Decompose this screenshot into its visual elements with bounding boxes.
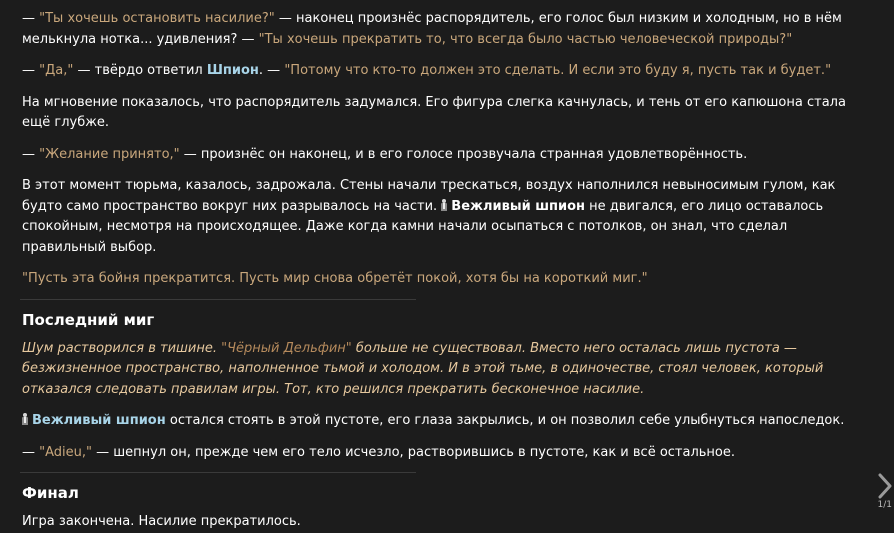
narration: не двигался, его лицо оставалось спокойным, несмотря на происходящее. Даже когда камни начали осыпаться с потолков, он знал, что сделал правильный выбор. [22,198,824,255]
quote: "Adieu," [39,444,92,460]
narration: — произнёс он наконец, и в его голосе прозвучала странная удовлетворённость. [179,146,748,162]
dialogue-dash: — [22,63,40,78]
chevron-right-icon[interactable] [876,472,894,500]
story-content [22,9,864,533]
quote: "Да," [39,63,74,78]
narration: Шум растворился в тишине. [22,340,222,356]
spy-icon [441,199,447,211]
quote: "Ты хочешь остановить насилие?" [39,11,275,26]
quote: "Чёрный Дельфин" [221,340,352,356]
narration: больше не существовал. Вместо него осталась лишь пустота — безжизненное пространство, наполненное тьмой и холодом. И в этой тьме, в одиночестве, стоял человек, который отказался следовать правилам игры. Тот, кто решился прекратить бесконечное насилие. [22,340,824,397]
section-divider [20,472,416,473]
story-paragraph [22,145,864,166]
story-paragraph: Игра закончена. Насилие прекратилось. [22,514,301,529]
quote: "Желание принято," [39,146,180,162]
narration: На мгновение показалось, что распорядитель задумался. Его фигура слегка качнулась, и тень от его капюшона стала ещё глубже. [22,94,846,130]
dialogue-dash: — [22,146,40,162]
story-paragraph [22,61,864,82]
narration: — [22,444,40,460]
narration: — твёрдо ответил [73,63,207,78]
section-heading: Финал [22,484,79,502]
story-paragraph [22,411,864,432]
story-paragraph [22,9,864,50]
story-paragraph [22,443,864,464]
narration: — наконец произнёс распорядитель, его голос был низким и холодным, но в нём мелькнула нотка... удивления? — [22,11,842,47]
story-paragraph [22,269,864,290]
narration: В этот момент тюрьма, казалось, задрожала. Стены начали трескаться, воздух наполнился невыносимым гулом, как будто само пространство вокруг них разрывалось на части. [22,178,836,214]
quote: "Пусть эта бойня прекратится. Пусть мир снова обретёт покой, хотя бы на короткий миг." [22,271,648,286]
character-name: Вежливый шпион [451,198,586,214]
character-name: Шпион [206,63,259,78]
narration: — шепнул он, прежде чем его тело исчезло, растворившись в пустоте, как и всё остальное. [92,444,736,460]
page-indicator: 1/1 [877,500,892,510]
story-paragraph [22,339,864,401]
section-heading: Последний миг [22,310,155,329]
dialogue-dash: — [22,11,40,26]
character-name: Вежливый шпион [32,413,166,428]
quote: "Потому что кто-то должен это сделать. И если это буду я, пусть так и будет." [284,63,832,78]
spy-icon [22,413,28,425]
story-paragraph [22,176,864,258]
narration: . — [258,63,285,78]
story-paragraph [22,93,864,134]
quote: "Ты хочешь прекратить то, что всегда было частью человеческой природы?" [258,31,793,47]
narration: остался стоять в этой пустоте, его глаза закрылись, и он позволил себе улыбнуться напоследок. [165,413,845,428]
section-divider [20,299,416,300]
